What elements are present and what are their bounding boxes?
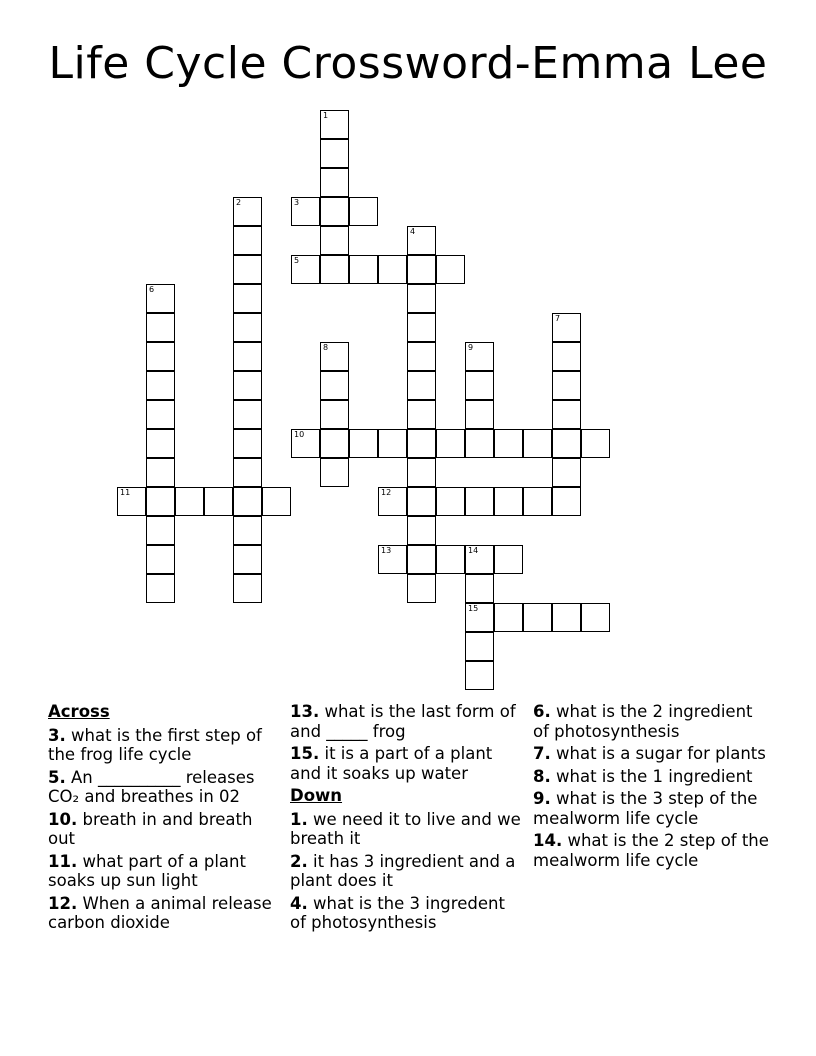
- clue-number: 2: [236, 198, 242, 207]
- grid-cell[interactable]: [407, 226, 436, 255]
- grid-cell[interactable]: [320, 139, 349, 168]
- clue-across-12: 12. When a animal release carbon dioxide: [48, 893, 272, 932]
- clue-column-3: [533, 702, 769, 873]
- grid-cell[interactable]: [465, 545, 494, 574]
- grid-cell[interactable]: [146, 371, 175, 400]
- grid-cell[interactable]: [552, 429, 581, 458]
- clue-number: 11: [120, 488, 131, 497]
- grid-cell[interactable]: [320, 458, 349, 487]
- grid-cell[interactable]: [146, 516, 175, 545]
- grid-cell[interactable]: [204, 487, 233, 516]
- grid-cell[interactable]: [407, 458, 436, 487]
- grid-cell[interactable]: [552, 371, 581, 400]
- grid-cell[interactable]: [233, 429, 262, 458]
- page-title: Life Cycle Crossword-Emma Lee: [48, 38, 768, 89]
- grid-cell[interactable]: [407, 284, 436, 313]
- grid-cell[interactable]: [146, 487, 175, 516]
- clue-down-8: 8. what is the 1 ingredient: [533, 766, 753, 786]
- grid-cell[interactable]: [465, 632, 494, 661]
- grid-cell[interactable]: [407, 516, 436, 545]
- clue-across-5: 5. An __________ releases CO₂ and breathes in 02: [48, 767, 255, 806]
- grid-cell[interactable]: [146, 458, 175, 487]
- grid-cell[interactable]: [523, 487, 552, 516]
- grid-cell[interactable]: [552, 313, 581, 342]
- clue-number: 3: [294, 198, 300, 207]
- clue-down-1: 1. we need it to live and we breath it: [290, 809, 521, 848]
- clue-number: 14: [468, 546, 479, 555]
- grid-cell[interactable]: [494, 487, 523, 516]
- grid-cell[interactable]: [465, 429, 494, 458]
- grid-cell[interactable]: [349, 429, 378, 458]
- grid-cell[interactable]: [320, 168, 349, 197]
- grid-cell[interactable]: [262, 487, 291, 516]
- clue-across-10: 10. breath in and breath out: [48, 809, 253, 848]
- grid-cell[interactable]: [320, 110, 349, 139]
- grid-cell[interactable]: [552, 487, 581, 516]
- grid-cell[interactable]: [407, 429, 436, 458]
- grid-cell[interactable]: [233, 400, 262, 429]
- grid-cell[interactable]: [407, 342, 436, 371]
- grid-cell[interactable]: [233, 371, 262, 400]
- grid-cell[interactable]: [146, 574, 175, 603]
- clue-across-15: 15. it is a part of a plant and it soaks up water: [290, 744, 493, 783]
- clue-number: 7: [555, 314, 561, 323]
- grid-cell[interactable]: [320, 371, 349, 400]
- grid-cell[interactable]: [465, 371, 494, 400]
- grid-cell[interactable]: [407, 574, 436, 603]
- grid-cell[interactable]: [349, 197, 378, 226]
- clue-down-4: 4. what is the 3 ingredent of photosynthesis: [290, 893, 505, 932]
- clue-number: 5: [294, 256, 300, 265]
- grid-cell[interactable]: [465, 400, 494, 429]
- grid-cell[interactable]: [146, 313, 175, 342]
- grid-cell[interactable]: [320, 400, 349, 429]
- grid-cell[interactable]: [349, 255, 378, 284]
- clue-down-9: 9. what is the 3 step of the mealworm life cycle: [533, 789, 758, 828]
- clue-down-6: 6. what is the 2 ingredient of photosynthesis: [533, 702, 753, 741]
- grid-cell[interactable]: [436, 255, 465, 284]
- grid-cell[interactable]: [233, 226, 262, 255]
- across-heading: Across: [48, 702, 110, 721]
- grid-cell[interactable]: [494, 545, 523, 574]
- grid-cell[interactable]: [407, 313, 436, 342]
- grid-cell[interactable]: [233, 545, 262, 574]
- clue-number: 6: [149, 285, 155, 294]
- grid-cell[interactable]: [233, 197, 262, 226]
- grid-cell[interactable]: [233, 458, 262, 487]
- grid-cell[interactable]: [146, 284, 175, 313]
- grid-cell[interactable]: [465, 661, 494, 690]
- grid-cell[interactable]: [146, 545, 175, 574]
- grid-cell[interactable]: [233, 516, 262, 545]
- grid-cell[interactable]: [146, 429, 175, 458]
- grid-cell[interactable]: [175, 487, 204, 516]
- clue-across-3: 3. what is the first step of the frog life cycle: [48, 725, 262, 764]
- grid-cell[interactable]: [407, 400, 436, 429]
- grid-cell[interactable]: [146, 342, 175, 371]
- grid-cell[interactable]: [552, 400, 581, 429]
- grid-cell[interactable]: [436, 429, 465, 458]
- grid-cell[interactable]: [233, 284, 262, 313]
- grid-cell[interactable]: [494, 603, 523, 632]
- grid-cell[interactable]: [436, 487, 465, 516]
- grid-cell[interactable]: [320, 342, 349, 371]
- grid-cell[interactable]: [233, 574, 262, 603]
- clue-number: 8: [323, 343, 329, 352]
- grid-cell[interactable]: [378, 429, 407, 458]
- grid-cell[interactable]: [233, 255, 262, 284]
- grid-cell[interactable]: [378, 487, 407, 516]
- grid-cell[interactable]: [233, 487, 262, 516]
- grid-cell[interactable]: [146, 400, 175, 429]
- clue-number: 13: [381, 546, 392, 555]
- down-heading: Down: [290, 786, 343, 805]
- grid-cell[interactable]: [465, 603, 494, 632]
- grid-cell[interactable]: [407, 371, 436, 400]
- grid-cell[interactable]: [233, 313, 262, 342]
- clue-across-11: 11. what part of a plant soaks up sun light: [48, 851, 246, 890]
- grid-cell[interactable]: [523, 429, 552, 458]
- clue-number: 10: [294, 430, 305, 439]
- clue-across-13: 13. what is the last form of and _____ frog: [290, 702, 516, 741]
- grid-cell[interactable]: [320, 226, 349, 255]
- grid-cell[interactable]: [465, 342, 494, 371]
- grid-cell[interactable]: [523, 603, 552, 632]
- grid-cell[interactable]: [233, 342, 262, 371]
- grid-cell[interactable]: [378, 545, 407, 574]
- clue-column-1: [48, 702, 284, 936]
- clue-number: 12: [381, 488, 392, 497]
- grid-cell[interactable]: [378, 255, 407, 284]
- clue-number: 15: [468, 604, 479, 613]
- grid-cell[interactable]: [407, 545, 436, 574]
- grid-cell[interactable]: [407, 255, 436, 284]
- grid-cell[interactable]: [581, 429, 610, 458]
- grid-cell[interactable]: [552, 458, 581, 487]
- grid-cell[interactable]: [320, 429, 349, 458]
- clue-down-14: 14. what is the 2 step of the mealworm life cycle: [533, 831, 769, 870]
- grid-cell[interactable]: [581, 603, 610, 632]
- grid-cell[interactable]: [552, 603, 581, 632]
- grid-cell[interactable]: [465, 574, 494, 603]
- grid-cell[interactable]: [320, 255, 349, 284]
- grid-cell[interactable]: [117, 487, 146, 516]
- grid-cell[interactable]: [291, 429, 320, 458]
- grid-cell[interactable]: [291, 197, 320, 226]
- clue-down-2: 2. it has 3 ingredient and a plant does it: [290, 851, 516, 890]
- grid-cell[interactable]: [436, 545, 465, 574]
- grid-cell[interactable]: [320, 197, 349, 226]
- grid-cell[interactable]: [407, 487, 436, 516]
- clue-number: 9: [468, 343, 474, 352]
- grid-cell[interactable]: [291, 255, 320, 284]
- clue-down-7: 7. what is a sugar for plants: [533, 744, 766, 763]
- grid-cell[interactable]: [494, 429, 523, 458]
- clue-number: 4: [410, 227, 416, 236]
- grid-cell[interactable]: [552, 342, 581, 371]
- grid-cell[interactable]: [465, 487, 494, 516]
- clue-column-2: [290, 702, 526, 936]
- clue-number: 1: [323, 111, 329, 120]
